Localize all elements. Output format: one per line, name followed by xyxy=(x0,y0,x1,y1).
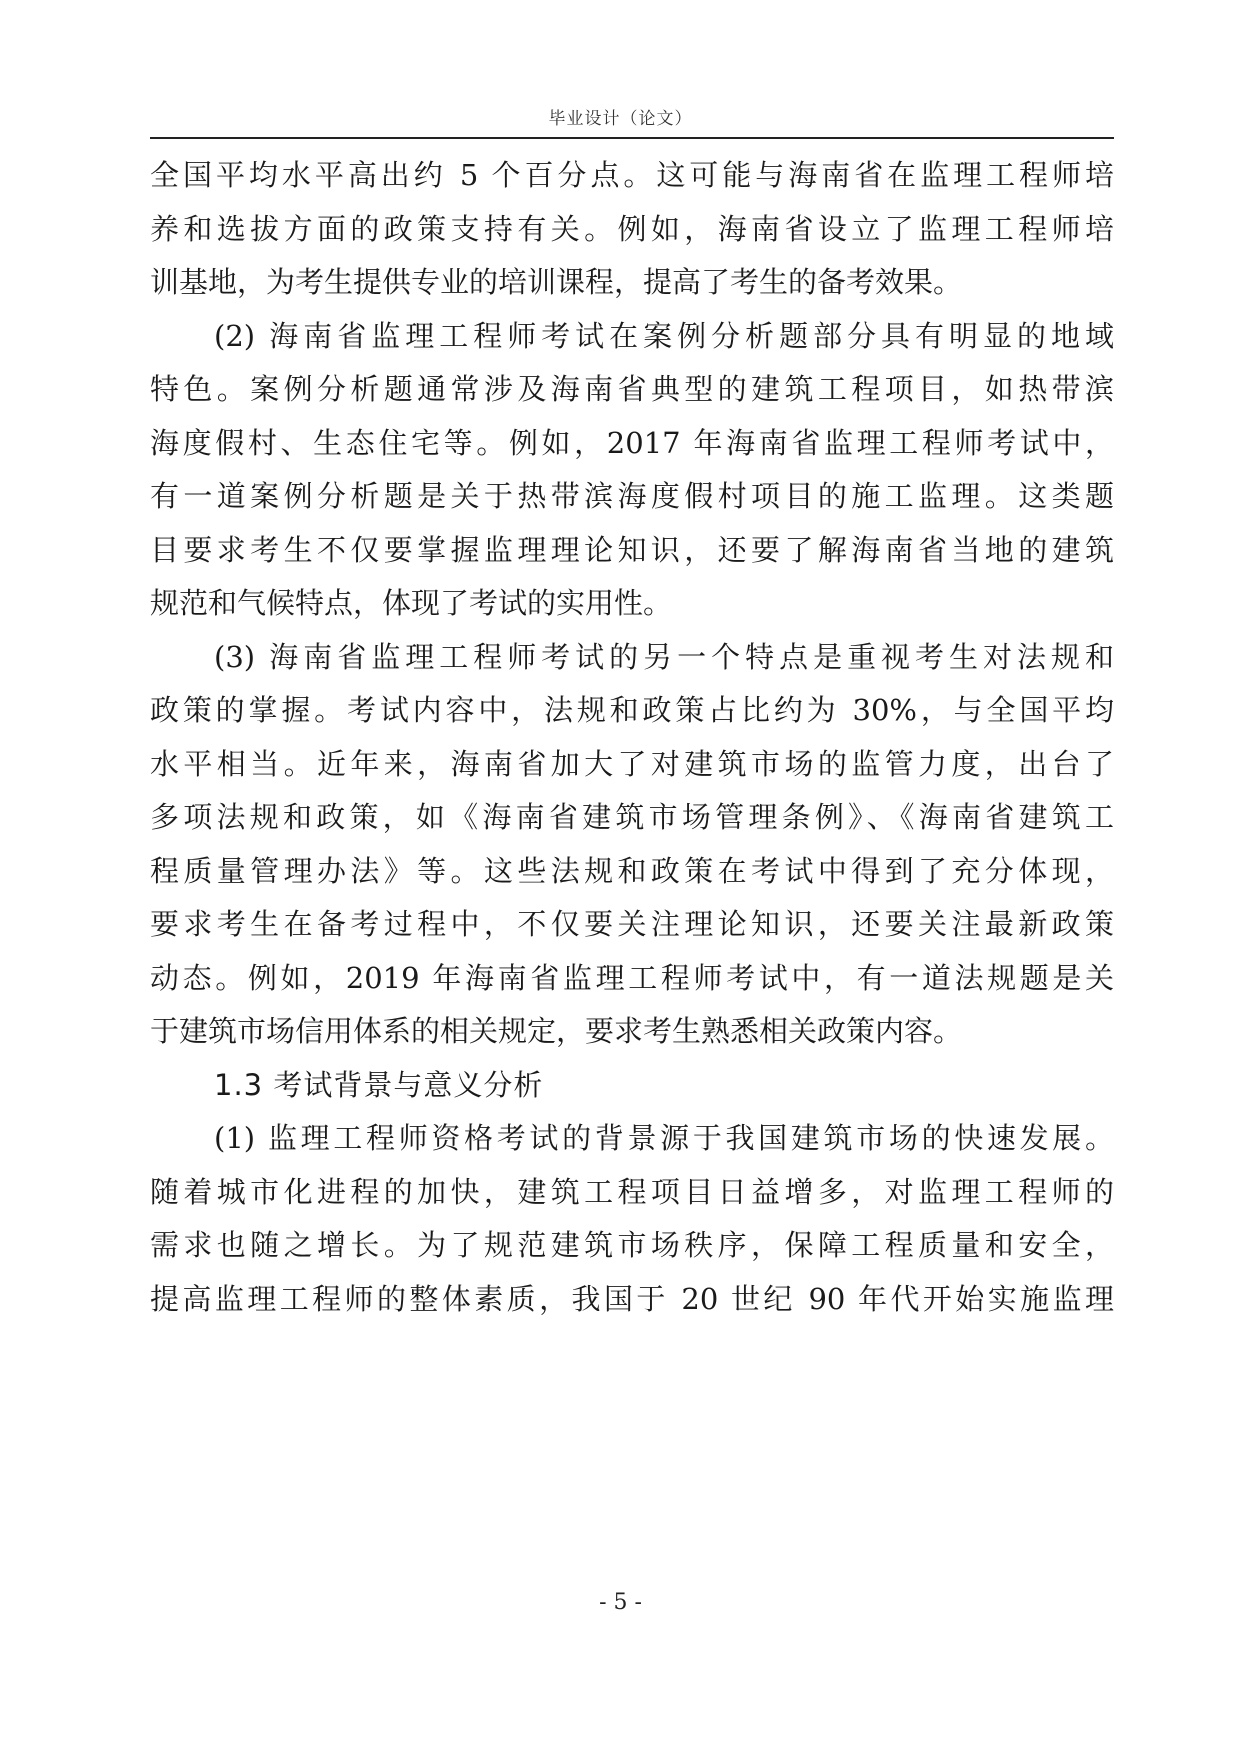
body-line: 需求也随之增长。为了规范建筑市场秩序，保障工程质量和安全， xyxy=(150,1228,1114,1262)
body-line: 海度假村、生态住宅等。例如，2017 年海南省监理工程师考试中， xyxy=(150,425,1114,460)
body-line: 全国平均水平高出约 5 个百分点。这可能与海南省在监理工程师培 xyxy=(150,158,1114,192)
body-line: 动态。例如，2019 年海南省监理工程师考试中，有一道法规题是关 xyxy=(150,960,1114,995)
paragraph-first-line: (1) 监理工程师资格考试的背景源于我国建筑市场的快速发展。 xyxy=(214,1121,1114,1155)
page-number: - 5 - xyxy=(599,1590,642,1615)
body-line: 规范和气候特点，体现了考试的实用性。 xyxy=(150,586,673,620)
body-line: 有一道案例分析题是关于热带滨海度假村项目的施工监理。这类题 xyxy=(150,479,1114,513)
body-line: 要求考生在备考过程中，不仅要关注理论知识，还要关注最新政策 xyxy=(150,907,1114,941)
body-line: 训基地，为考生提供专业的培训课程，提高了考生的备考效果。 xyxy=(150,265,963,299)
body-line: 程质量管理办法》等。这些法规和政策在考试中得到了充分体现， xyxy=(150,853,1114,888)
body-line: 特色。案例分析题通常涉及海南省典型的建筑工程项目，如热带滨 xyxy=(150,372,1114,406)
page-body xyxy=(150,149,1114,1326)
paragraph-first-line: (2) 海南省监理工程师考试在案例分析题部分具有明显的地域 xyxy=(214,318,1114,353)
body-line: 水平相当。近年来，海南省加大了对建筑市场的监管力度，出台了 xyxy=(150,746,1114,781)
running-header: 毕业设计（论文） xyxy=(548,109,693,129)
section-heading: 1.3 考试背景与意义分析 xyxy=(214,1067,544,1102)
body-line: 养和选拔方面的政策支持有关。例如，海南省设立了监理工程师培 xyxy=(150,211,1114,246)
paragraph-first-line: (3) 海南省监理工程师考试的另一个特点是重视考生对法规和 xyxy=(214,639,1114,674)
body-line: 提高监理工程师的整体素质，我国于 20 世纪 90 年代开始实施监理 xyxy=(150,1281,1114,1316)
body-line: 多项法规和政策，如《海南省建筑市场管理条例》、《海南省建筑工 xyxy=(150,800,1114,834)
body-line: 随着城市化进程的加快，建筑工程项目日益增多，对监理工程师的 xyxy=(150,1174,1114,1209)
body-line: 于建筑市场信用体系的相关规定，要求考生熟悉相关政策内容。 xyxy=(150,1014,963,1048)
body-line: 目要求考生不仅要掌握监理理论知识，还要了解海南省当地的建筑 xyxy=(150,532,1114,567)
header-rule xyxy=(150,137,1114,139)
body-line: 政策的掌握。考试内容中，法规和政策占比约为 30%，与全国平均 xyxy=(150,693,1114,727)
